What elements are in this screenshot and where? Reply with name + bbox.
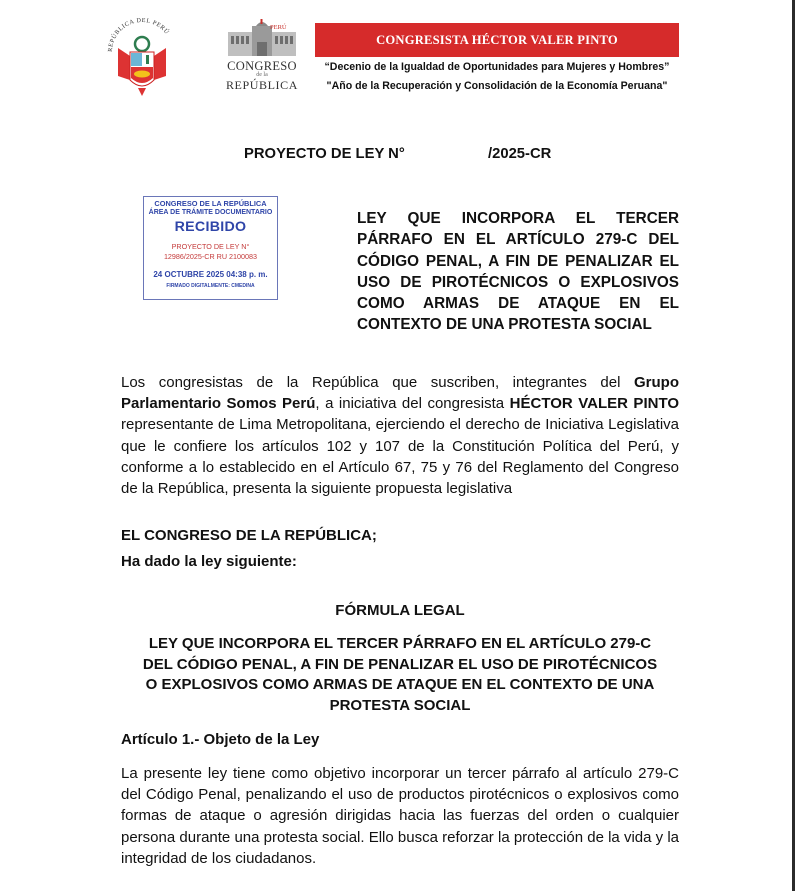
stamp-datetime: 24 OCTUBRE 2025 04:38 p. m. bbox=[153, 270, 268, 279]
stamp-project-number: 12986/2025-CR RU 2100083 bbox=[163, 252, 258, 261]
congreso-word: CONGRESO bbox=[227, 59, 297, 73]
stamp-signature: FIRMADO DIGITALMENTE: CMEDINA bbox=[166, 283, 255, 289]
formula-law-line: LEY QUE INCORPORA EL TERCER PÁRRAFO EN EL ARTÍCULO 279-C bbox=[148, 635, 652, 652]
formula-legal-heading: FÓRMULA LEGAL bbox=[335, 602, 465, 619]
coat-of-arms-icon bbox=[104, 18, 180, 106]
intro-paragraph bbox=[121, 372, 679, 499]
law-given-heading: Ha dado la ley siguiente: bbox=[121, 553, 297, 570]
formula-law-line: DEL CÓDIGO PENAL, A FIN DE PENALIZAR EL USO DE PIROTÉCNICOS bbox=[142, 655, 658, 673]
intro-text-2: , a iniciativa del congresista bbox=[315, 395, 510, 413]
formula-law-title bbox=[121, 634, 679, 716]
intro-congressman-name: HÉCTOR VALER PINTO bbox=[509, 395, 680, 413]
formula-law-line: O EXPLOSIVOS COMO ARMAS DE ATAQUE EN EL CONTEXTO DE UNA bbox=[145, 676, 655, 693]
coat-of-arms-logo bbox=[104, 18, 180, 106]
banner-text: CONGRESISTA HÉCTOR VALER PINTO bbox=[376, 32, 618, 47]
project-number-label: PROYECTO DE LEY N° bbox=[244, 146, 405, 162]
stamp-project-label: PROYECTO DE LEY N° bbox=[171, 242, 250, 251]
shield-caption: REPÚBLICA DEL PERÚ bbox=[106, 18, 171, 53]
republica-word: REPÚBLICA bbox=[225, 78, 299, 92]
peru-label: PERÚ bbox=[270, 24, 287, 31]
formula-law-line: PROTESTA SOCIAL bbox=[329, 696, 471, 714]
year-motto: "Año de la Recuperación y Consolidación de la Economía Peruana" bbox=[326, 80, 668, 92]
stamp-area: ÁREA DE TRÁMITE DOCUMENTARIO bbox=[148, 209, 273, 216]
congreso-logo bbox=[224, 18, 300, 92]
project-number-suffix: /2025-CR bbox=[488, 146, 552, 162]
de-la-word: de la bbox=[256, 72, 268, 78]
stamp-status: RECIBIDO bbox=[174, 219, 247, 235]
congressman-banner bbox=[315, 23, 679, 57]
article-1-heading: Artículo 1.- Objeto de la Ley bbox=[121, 731, 320, 748]
congress-heading: EL CONGRESO DE LA REPÚBLICA; bbox=[121, 527, 377, 544]
svg-text:REPÚBLICA DEL PERÚ bbox=[107, 18, 171, 52]
received-stamp bbox=[143, 196, 278, 300]
article-1-text: La presente ley tiene como objetivo incorporar un tercer párrafo al artículo 279-C del Código Penal, penalizando el uso de productos pirotécnicos o explosivos como formas de ataque o agresión dirigidas hacia las fuerzas del orden o cualquier persona durante una protesta social. Ello busca reforzar la protección de la vida y la integridad de los ciudadanos. bbox=[121, 765, 679, 867]
decade-motto: “Decenio de la Igualdad de Oportunidades para Mujeres y Hombres” bbox=[324, 61, 670, 73]
law-title: LEY QUE INCORPORA EL TERCER PÁRRAFO EN EL ARTÍCULO 279-C DEL CÓDIGO PENAL, A FIN DE PENALIZAR EL USO DE PIROTÉCNICOS O EXPLOSIVOS COMO ARMAS DE ATAQUE EN EL CONTEXTO DE UNA PROTESTA SOCIAL bbox=[357, 210, 679, 334]
intro-text-3: representante de Lima Metropolitana, ejerciendo el derecho de Iniciativa Legislativa que le confiere los artículos 102 y 107 de la Constitución Política del Perú, y conforme a lo establecido en el Artículo 67, 75 y 76 del Reglamento del Congreso de la República, presenta la siguiente propuesta legislativa bbox=[121, 416, 679, 498]
intro-text-1: Los congresistas de la República que suscriben, integrantes del bbox=[121, 374, 634, 391]
intro-group-name: Grupo Parlamentario Somos Perú bbox=[121, 374, 679, 413]
congress-building-icon bbox=[224, 18, 300, 58]
stamp-congress: CONGRESO DE LA REPÚBLICA bbox=[154, 199, 267, 208]
